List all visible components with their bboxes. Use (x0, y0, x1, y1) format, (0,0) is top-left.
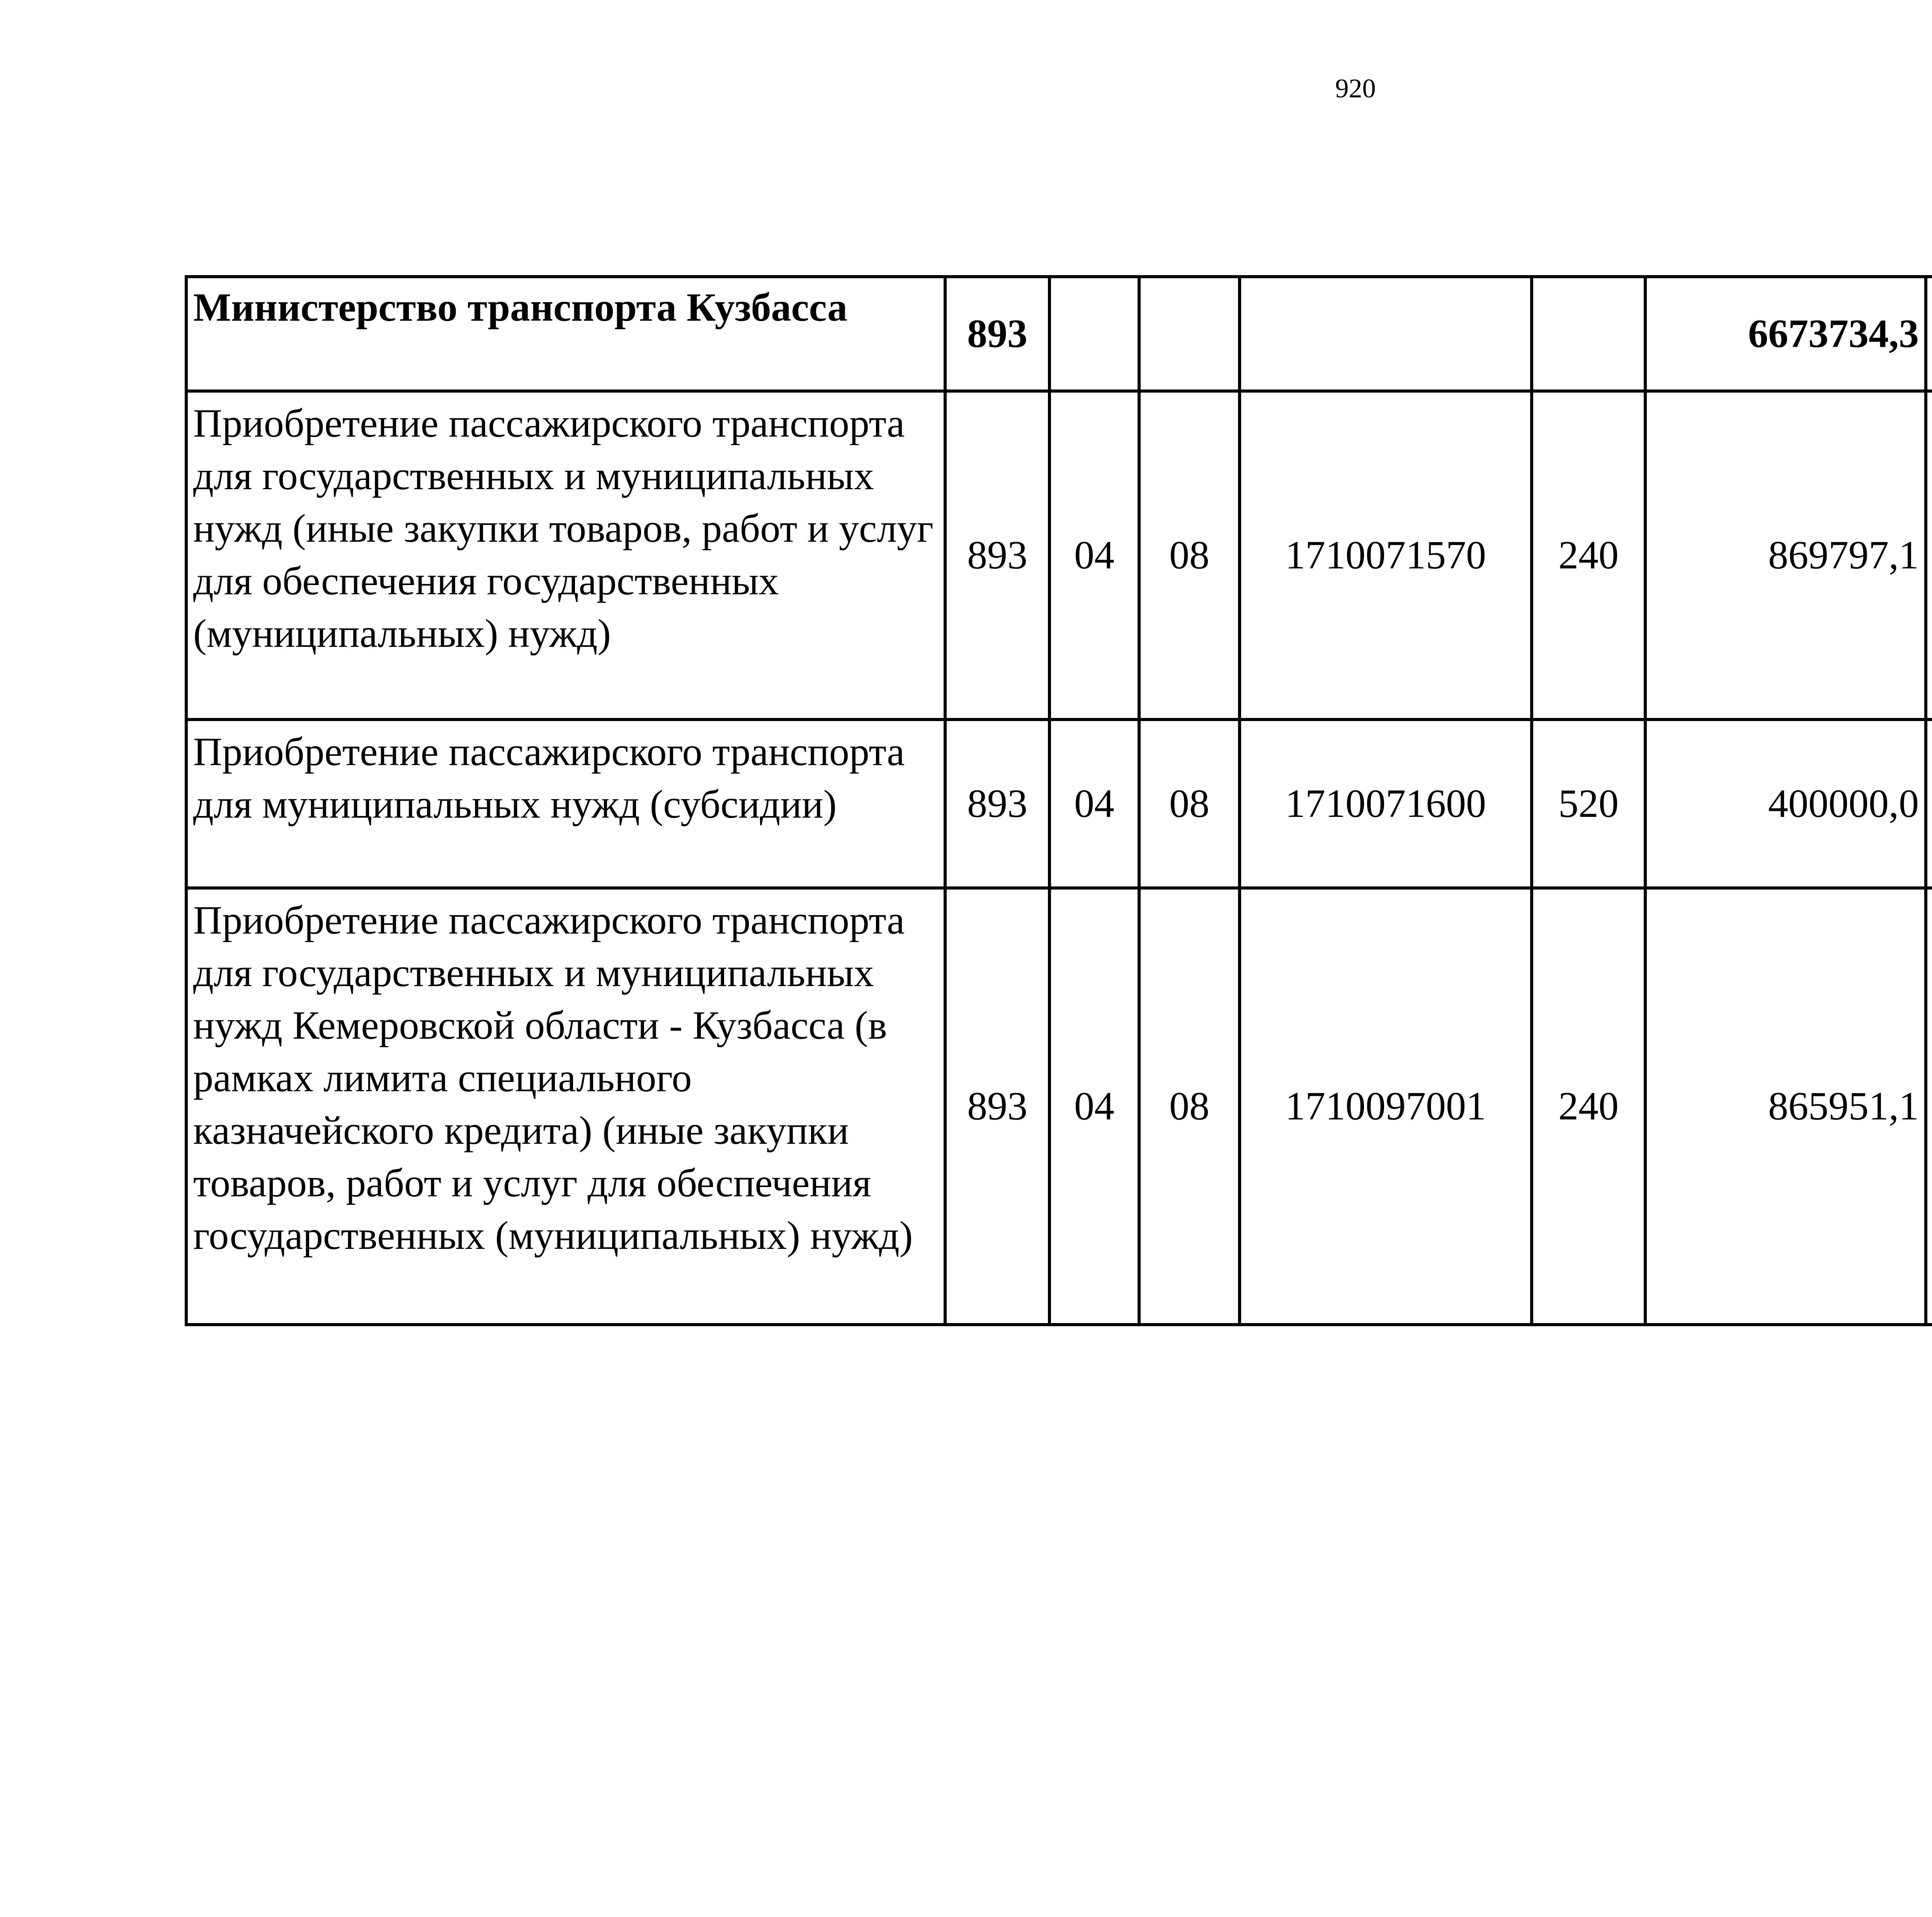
cell-subsection: 08 (1139, 391, 1240, 720)
cell-amount-1: 869797,1 (1645, 391, 1926, 720)
table-row (186, 391, 1932, 720)
cell-subsection: 08 (1139, 888, 1240, 1325)
cell-name: Приобретение пассажирского транспорта для государственных и муниципальных нужд Кемеровской области - Кузбасса (в рамках лимита специального казначейского кредита) (иные закупки товаров, работ и услуг для обеспечения государственных (муниципальных) нужд) (186, 888, 945, 1325)
table-row (186, 720, 1932, 888)
cell-ministry-code: 893 (945, 391, 1049, 720)
table-row (186, 888, 1932, 1325)
cell-expense-type (1532, 277, 1645, 391)
cell-expense-type: 520 (1532, 720, 1645, 888)
cell-section: 04 (1049, 720, 1139, 888)
cell-amount-1: 6673734,3 (1645, 277, 1926, 391)
budget-table (185, 275, 1932, 1326)
table-row-ministry (186, 277, 1932, 391)
cell-expense-type: 240 (1532, 888, 1645, 1325)
cell-ministry-code: 893 (945, 720, 1049, 888)
cell-amount-1: 400000,0 (1645, 720, 1926, 888)
page-number: 920 (1335, 74, 1376, 104)
cell-amount-2 (1926, 391, 1932, 720)
cell-subsection: 08 (1139, 720, 1240, 888)
cell-name: Приобретение пассажирского транспорта для муниципальных нужд (субсидии) (186, 720, 945, 888)
cell-target-article: 1710071570 (1240, 391, 1532, 720)
cell-ministry-code: 893 (945, 888, 1049, 1325)
cell-target-article (1240, 277, 1532, 391)
cell-amount-1: 865951,1 (1645, 888, 1926, 1325)
cell-section: 04 (1049, 391, 1139, 720)
cell-section (1049, 277, 1139, 391)
cell-target-article: 1710097001 (1240, 888, 1532, 1325)
cell-amount-2 (1926, 277, 1932, 391)
cell-name: Приобретение пассажирского транспорта для государственных и муниципальных нужд (иные закупки товаров, работ и услуг для обеспечения государственных (муниципальных) нужд) (186, 391, 945, 720)
cell-target-article: 1710071600 (1240, 720, 1532, 888)
cell-ministry-code: 893 (945, 277, 1049, 391)
cell-amount-2 (1926, 888, 1932, 1325)
cell-name: Министерство транспорта Кузбасса (186, 277, 945, 391)
cell-amount-2 (1926, 720, 1932, 888)
cell-expense-type: 240 (1532, 391, 1645, 720)
cell-section: 04 (1049, 888, 1139, 1325)
cell-subsection (1139, 277, 1240, 391)
